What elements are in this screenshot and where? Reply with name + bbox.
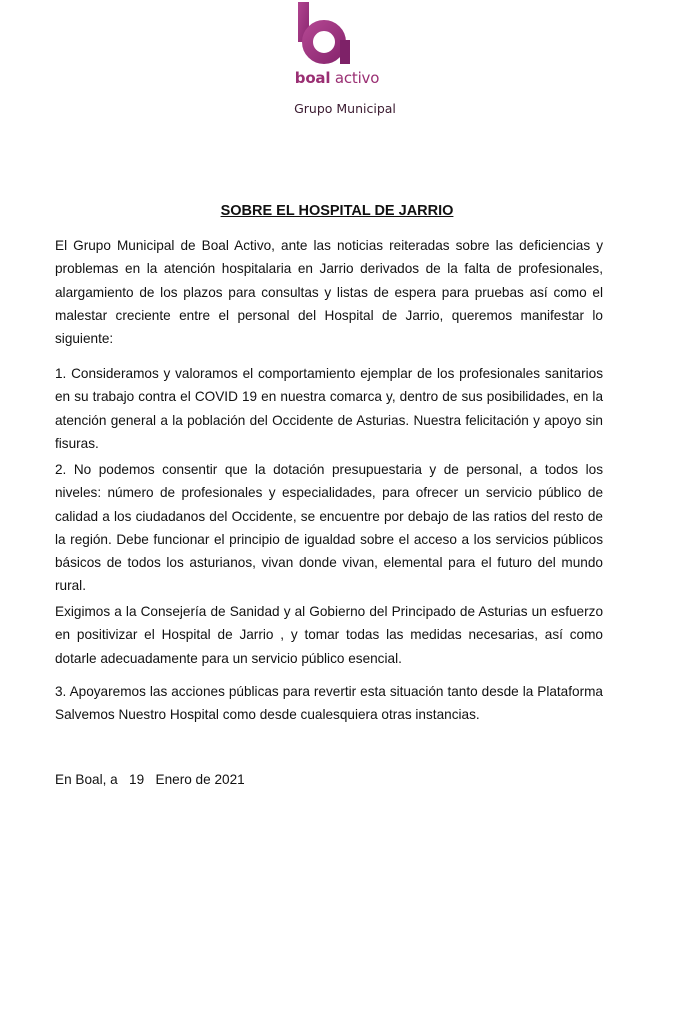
signature-date: En Boal, a 19 Enero de 2021 (55, 772, 245, 787)
point-2-paragraph: 2. No podemos consentir que la dotación presupuestaria y de personal, a todos los niveles: número de profesionales y especialidades, para ofrecer un servicio público de calidad a los ciudadanos del Occidente, se encuentre por debajo de las ratios del resto de la región. Debe funcionar el principio de igualdad sobre el acceso a los servicios públicos básicos de todos los asturianos, vivan donde vivan, elemental para el futuro del mundo rural. (55, 462, 603, 594)
document-title: SOBRE EL HOSPITAL DE JARRIO (220, 203, 454, 219)
point-3-paragraph: 3. Apoyaremos las acciones públicas para revertir esta situación tanto desde la Plataforma Salvemos Nuestro Hospital como desde cualesquiera otras instancias. (55, 684, 603, 723)
brand-bold: boal (294, 69, 331, 87)
demand-paragraph: Exigimos a la Consejería de Sanidad y al Gobierno del Principado de Asturias un esfuerzo en positivizar el Hospital de Jarrio , y tomar todas las medidas necesarias, así como dotarle adecuadamente para un servicio público esencial. (55, 604, 603, 666)
brand-subtitle: Grupo Municipal (294, 101, 396, 116)
boal-activo-logo-icon (296, 2, 356, 64)
intro-paragraph: El Grupo Municipal de Boal Activo, ante las noticias reiteradas sobre las deficiencias y problemas en la atención hospitalaria en Jarrio derivados de la falta de profesionales, alargamiento de los plazos para consultas y listas de espera para pruebas así como el malestar creciente entre el personal del Hospital de Jarrio, queremos manifestar lo siguiente: (55, 238, 603, 347)
brand-light: activo (330, 69, 380, 87)
brand-name (0, 69, 674, 87)
point-1-paragraph: 1. Consideramos y valoramos el comportamiento ejemplar de los profesionales sanitarios en su trabajo contra el COVID 19 en nuestra comarca y, dentro de sus posibilidades, en la atención general a la población del Occidente de Asturias. Nuestra felicitación y apoyo sin fisuras. (55, 366, 603, 451)
